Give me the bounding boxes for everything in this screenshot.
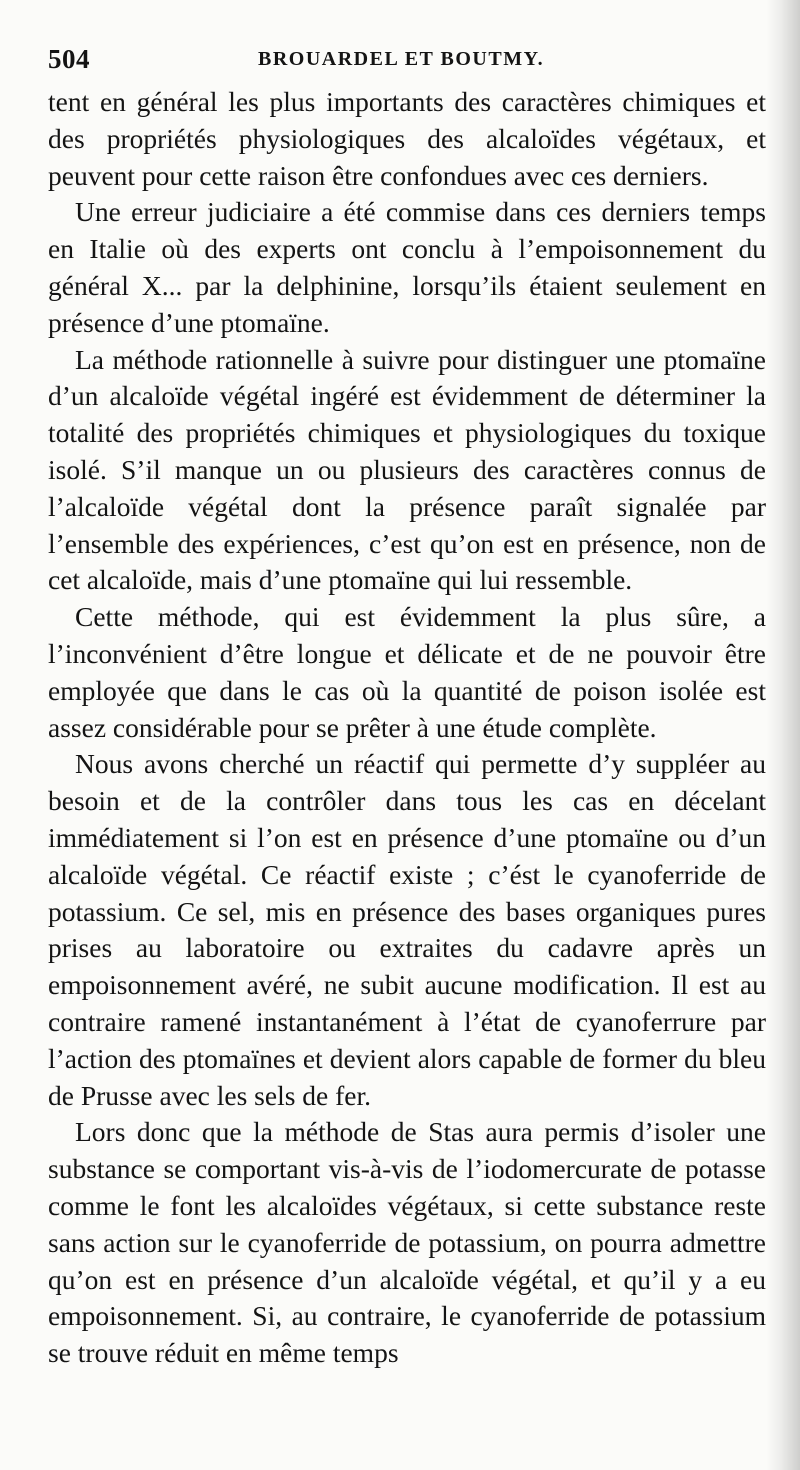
- paragraph-stas-method: Lors donc que la méthode de Stas aura permis d’isoler une substance se comportant vis-à-vis de l’iodomercurate de potasse comme le font les alcaloïdes végétaux, si cette substance reste sans action sur le cyanoferride de potassium, on pourra admettre qu’on est en présence d’un alcaloïde végétal, et qu’il y a eu empoisonnement. Si, au contraire, le cyanoferride de potassium se trouve réduit en même temps: [48, 1116, 766, 1369]
- running-head: BROUARDEL ET BOUTMY.: [258, 48, 545, 70]
- paragraph-rational-method: La méthode rationnelle à suivre pour distinguer une ptomaïne d’un alcaloïde végétal ingéré est évidemment de déterminer la totalité des propriétés chimiques et physiologiques du toxique isolé. S’il manque un ou plusieurs des caractères connus de l’alcaloïde végétal dont la présence paraît signalée par l’ensemble des expériences, c’est qu’on est en présence, non de cet alcaloïde, mais d’une ptomaïne qui lui ressemble.: [48, 343, 766, 596]
- page-header: [48, 44, 760, 76]
- page-number: 504: [48, 44, 90, 74]
- paragraph-reagent: Nous avons cherché un réactif qui permette d’y suppléer au besoin et de la contrôler dans tous les cas en décelant immédiatement si l’on est en présence d’une ptomaïne ou d’un alcaloïde végétal. Ce réactif existe ; c’ést le cyanoferride de potassium. Ce sel, mis en présence des bases organiques pures prises au laboratoire ou extraites du cadavre après un empoisonnement avéré, ne subit aucune modification. Il est au contraire ramené instantanément à l’état de cyanoferrure par l’action des ptomaïnes et devient alors capable de former du bleu de Prusse avec les sels de fer.: [48, 748, 766, 1111]
- paragraph-judicial-error: Une erreur judiciaire a été commise dans ces derniers temps en Italie où des experts ont conclu à l’empoisonnement du général X... par la delphinine, lorsqu’ils étaient seulement en présence d’une ptomaïne.: [48, 196, 766, 338]
- page-edge-shadow: [766, 0, 800, 1470]
- paragraph-continuation: tent en général les plus importants des caractères chimiques et des propriétés physiologiques des alcaloïdes végétaux, et peuvent pour cette raison être confondues avec ces derniers.: [48, 86, 766, 191]
- body-text: [48, 84, 766, 1372]
- paragraph-method-drawback: Cette méthode, qui est évidemment la plus sûre, a l’inconvénient d’être longue et délicate et de ne pouvoir être employée que dans le cas où la quantité de poison isolée est assez considérable pour se prêter à une étude complète.: [48, 601, 766, 743]
